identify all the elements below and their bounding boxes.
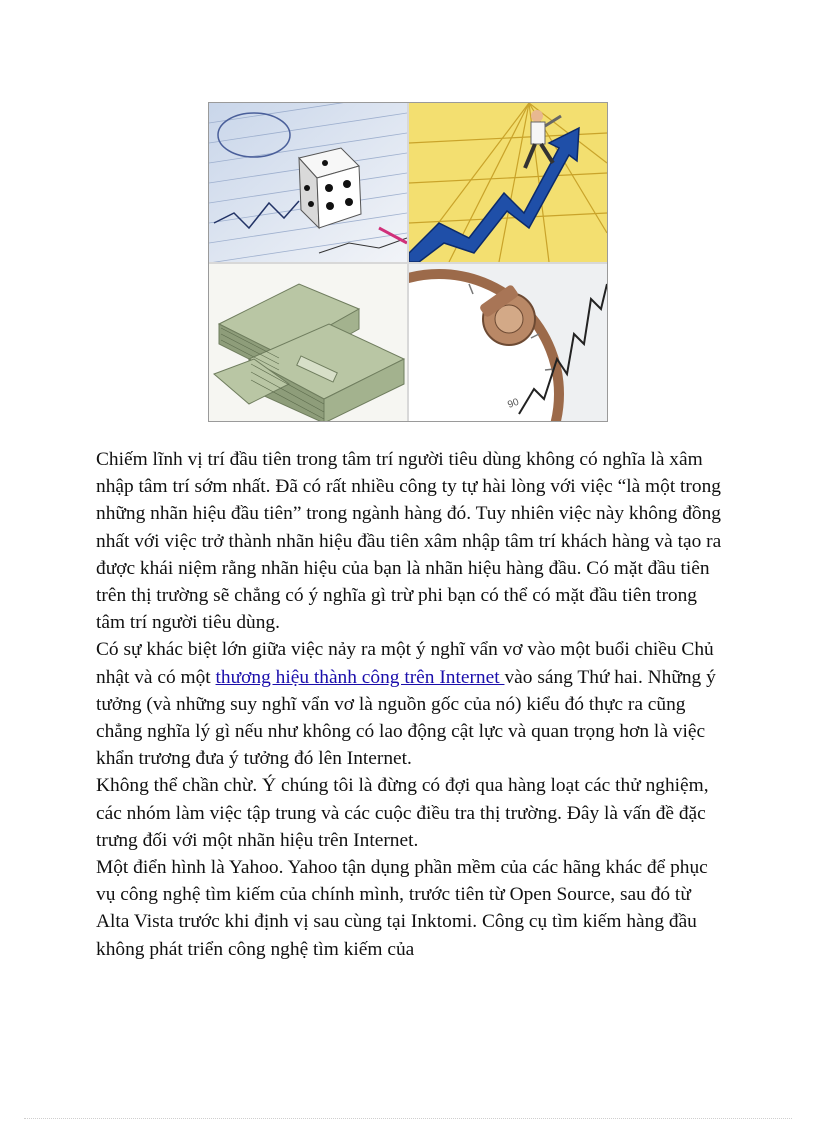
money-stacks-tile	[209, 264, 407, 422]
dice-chart-tile	[209, 103, 407, 262]
rising-arrow-icon	[409, 103, 607, 262]
money-icon	[209, 264, 407, 422]
paragraph-4: Một điển hình là Yahoo. Yahoo tận dụng phần mềm của các hãng khác để phục vụ công nghệ tìm kiếm của chính mình, trước tiên từ Open Source, sau đó từ Alta Vista trước khi định vị sau cùng tại Inktomi. Công cụ tìm kiếm hàng đầu không phát triển công nghệ tìm kiếm của	[96, 857, 708, 960]
growth-arrow-tile	[409, 103, 607, 262]
paragraph-3: Không thể chần chừ. Ý chúng tôi là đừng có đợi qua hàng loạt các thử nghiệm, các nhóm làm việc tập trung và các cuộc điều tra thị trường. Đây là vấn đề đặc trưng đối với một nhãn hiệu trên Internet.	[96, 775, 709, 851]
internet-brand-link[interactable]: thương hiệu thành công trên Internet	[215, 666, 505, 688]
dice-icon	[209, 103, 407, 262]
dial-number: 90	[506, 396, 521, 411]
page-bottom-divider	[24, 1118, 792, 1119]
paragraph-1: Chiếm lĩnh vị trí đầu tiên trong tâm trí người tiêu dùng không có nghĩa là xâm nhập tâm trí sớm nhất. Đã có rất nhiều công ty tự hài lòng với việc “là một trong những nhãn hiệu đầu tiên” trong ngành hàng đó. Tuy nhiên việc này không đồng nhất với việc trở thành nhãn hiệu đầu tiên xâm nhập tâm trí khách hàng và tạo ra được khái niệm rằng nhãn hiệu của bạn là nhãn hiệu hàng đầu. Có mặt đầu tiên trên thị trường sẽ chẳng có ý nghĩa gì trừ phi bạn có thể có mặt đầu tiên trong tâm trí người tiêu dùng.	[96, 449, 722, 634]
business-collage-image	[208, 102, 608, 422]
paragraph-2-start: Có sự khác biệt lớn giữa việc nảy ra một ý nghĩ vẩn vơ vào một buổi chiều Chủ nhật và có một	[96, 639, 714, 688]
stopwatch-chart-tile	[409, 264, 607, 422]
paragraph-2	[96, 636, 726, 772]
stopwatch-icon	[409, 264, 607, 422]
paragraph-2-end: vào sáng Thứ hai. Những ý tưởng (và những suy nghĩ vẩn vơ là nguồn gốc của nó) kiểu đó thực ra cũng chẳng nghĩa lý gì nếu như không có lao động cật lực và quan trọng hơn là việc khẩn trương đưa ý tưởng đó lên Internet.	[96, 666, 716, 770]
article-body	[96, 446, 726, 963]
